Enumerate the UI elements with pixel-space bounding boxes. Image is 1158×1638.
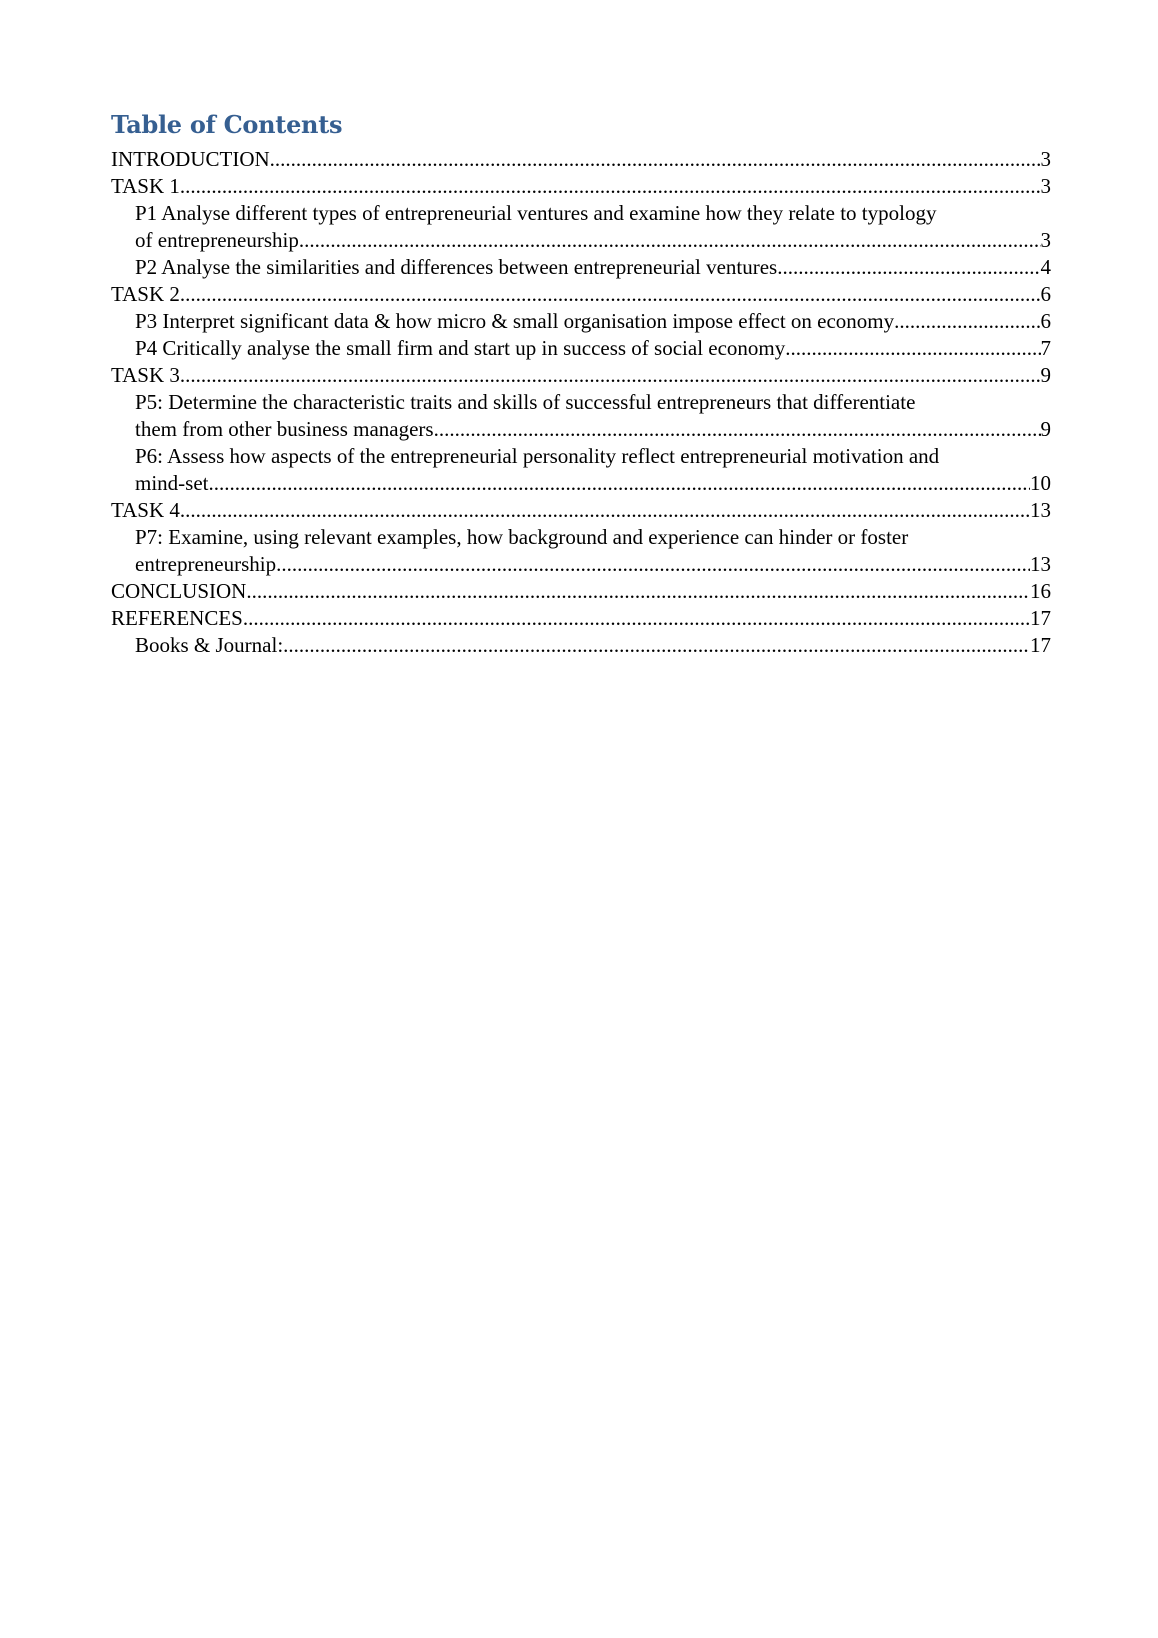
toc-entry-text: P5: Determine the characteristic traits and skills of successful entrepreneurs that differentiate: [135, 390, 916, 414]
toc-entry[interactable]: [111, 281, 1051, 308]
toc-entry-text: TASK 3: [111, 363, 180, 387]
toc-page-number: 13: [1030, 552, 1051, 576]
toc-page-number: 10: [1030, 471, 1051, 495]
dot-leader: [209, 470, 1031, 497]
toc-subentry[interactable]: [111, 308, 1051, 335]
toc-subentry[interactable]: [111, 389, 1051, 443]
toc-entry-text: P4 Critically analyse the small firm and start up in success of social economy: [135, 336, 786, 360]
toc-page-number: 4: [1040, 255, 1051, 279]
dot-leader: [180, 173, 1041, 200]
dot-leader: [243, 605, 1030, 632]
dot-leader: [785, 335, 1040, 362]
dot-leader: [180, 497, 1030, 524]
toc-subentry[interactable]: [111, 524, 1051, 578]
toc-entry-text: P6: Assess how aspects of the entrepreneurial personality reflect entrepreneurial motivation and: [135, 444, 940, 468]
toc-page-number: 17: [1030, 606, 1051, 630]
toc-entry-text: TASK 2: [111, 282, 180, 306]
toc-entry[interactable]: [111, 362, 1051, 389]
dot-leader: [180, 362, 1041, 389]
toc-entry[interactable]: [111, 146, 1051, 173]
toc-page-number: 6: [1040, 282, 1051, 306]
toc-entry-text: P2 Analyse the similarities and differences between entrepreneurial ventures: [135, 255, 778, 279]
dot-leader: [276, 551, 1030, 578]
toc-page-number: 3: [1040, 174, 1051, 198]
toc-entry-text: Books & Journal:: [135, 633, 284, 657]
dot-leader: [777, 254, 1040, 281]
toc-page-number: 7: [1040, 336, 1051, 360]
toc-page-number: 3: [1040, 228, 1051, 252]
toc-subentry[interactable]: [111, 254, 1051, 281]
toc-page-number: 16: [1030, 579, 1051, 603]
toc-entry-text: REFERENCES: [111, 606, 243, 630]
dot-leader: [283, 632, 1030, 659]
toc-entry-text: P7: Examine, using relevant examples, how background and experience can hinder or foster: [135, 525, 909, 549]
toc-entry[interactable]: [111, 605, 1051, 632]
toc-page-number: 13: [1030, 498, 1051, 522]
toc-entry-text: P3 Interpret significant data & how micro & small organisation impose effect on economy: [135, 309, 895, 333]
toc-subentry[interactable]: [111, 632, 1051, 659]
toc-entry-text: TASK 4: [111, 498, 180, 522]
toc-entry-text: INTRODUCTION: [111, 147, 270, 171]
toc-entry-text: of entrepreneurship: [135, 228, 299, 252]
toc-entry-text: CONCLUSION: [111, 579, 247, 603]
dot-leader: [299, 227, 1041, 254]
toc-subentry[interactable]: [111, 200, 1051, 254]
toc-entry[interactable]: [111, 173, 1051, 200]
toc-page-number: 6: [1040, 309, 1051, 333]
toc-entry-text: entrepreneurship: [135, 552, 277, 576]
toc-page-number: 9: [1040, 417, 1051, 441]
toc-subentry[interactable]: [111, 443, 1051, 497]
toc-entry-list: [111, 146, 1051, 659]
toc-entry-text: TASK 1: [111, 174, 180, 198]
dot-leader: [246, 578, 1030, 605]
toc-entry-text: them from other business managers: [135, 417, 434, 441]
toc-subentry[interactable]: [111, 335, 1051, 362]
toc-heading: Table of Contents: [111, 110, 343, 139]
table-of-contents: [111, 108, 1051, 659]
dot-leader: [180, 281, 1041, 308]
toc-page-number: 17: [1030, 633, 1051, 657]
toc-page-number: 9: [1040, 363, 1051, 387]
dot-leader: [434, 416, 1041, 443]
dot-leader: [894, 308, 1040, 335]
dot-leader: [270, 146, 1041, 173]
toc-entry-text: mind-set: [135, 471, 209, 495]
toc-page-number: 3: [1040, 147, 1051, 171]
toc-entry[interactable]: [111, 497, 1051, 524]
toc-entry[interactable]: [111, 578, 1051, 605]
toc-entry-text: P1 Analyse different types of entrepreneurial ventures and examine how they relate to typology: [135, 201, 937, 225]
